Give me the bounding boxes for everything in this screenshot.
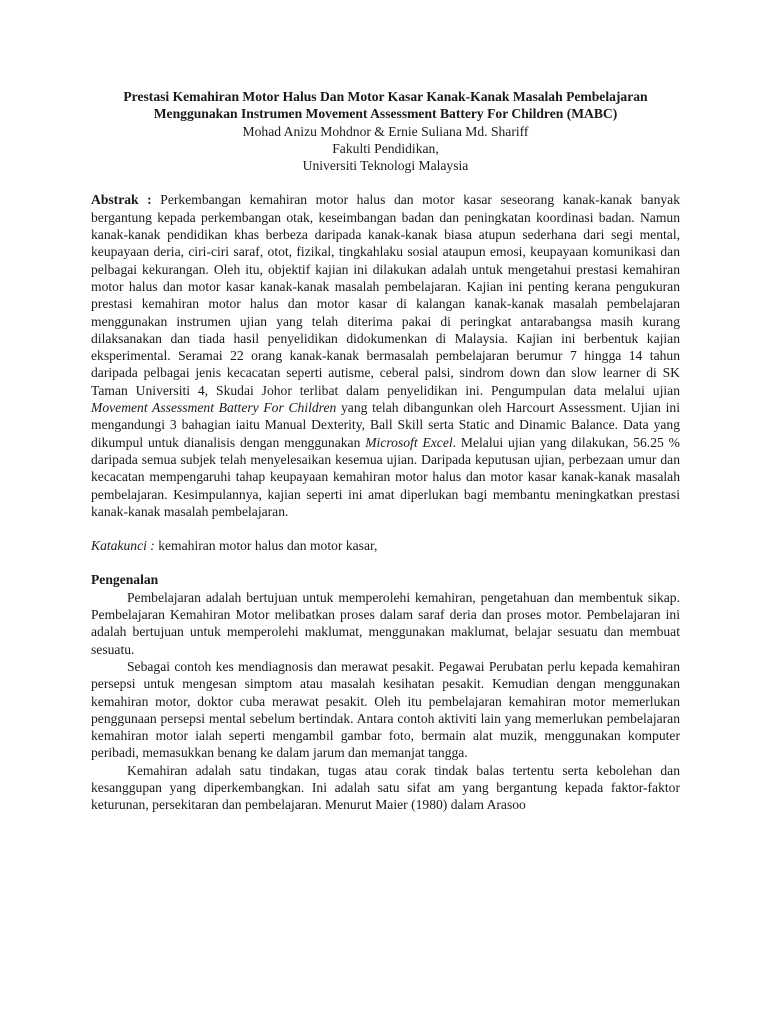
paper-faculty: Fakulti Pendidikan, <box>332 140 439 156</box>
title-block <box>91 88 680 174</box>
abstract-text-3: . Melalui ujian yang dilakukan, 56.25 % daripada semua subjek telah menyelesaikan kesemua ujian. Daripada keputusan ujian, perbezaan umur dan kecacatan mempengaruhi tahap keupayaan kemahiran motor halus dan motor kasar kanak-kanak masalah pembelajaran. Kesimpulannya, kajian seperti ini amat diperlukan bagi membantu meningkatkan prestasi kanak-kanak masalah pembelajaran. <box>91 434 680 519</box>
intro-paragraph-2: Sebagai contoh kes mendiagnosis dan merawat pesakit. Pegawai Perubatan perlu kepada kemahiran persepsi untuk mengesan simptom atau masalah kesihatan pesakit. Kemudian dengan menggunakan kemahiran motor, doktor cuba merawat pesakit. Oleh itu pembelajaran kemahiran motor memerlukan penggunaan persepsi mental sebelum bertindak. Antara contoh aktiviti lain yang memerlukan pembelajaran kemahiran motor ialah seperti mengambil gambar foto, bermain alat muzik, menggunakan komputer peribadi, memasukkan benang ke dalam jarum dan memanjat tangga. <box>91 658 680 761</box>
abstract-italic-2: Microsoft Excel <box>365 434 453 450</box>
abstract-label: Abstrak : <box>91 192 152 208</box>
abstract-text-2: yang telah dibangunkan oleh Harcourt Assessment. Ujian ini mengandungi 3 bahagian iaitu Manual Dexterity, Ball Skill serta Static and Dinamic Balance. Data yang dikumpul untuk dianalisis dengan menggunakan <box>91 400 680 450</box>
keywords-text: kemahiran motor halus dan motor kasar, <box>154 538 378 554</box>
section-heading-introduction: Pengenalan <box>91 572 159 588</box>
paper-authors: Mohad Anizu Mohdnor & Ernie Suliana Md. Shariff <box>242 123 529 139</box>
paper-university: Universiti Teknologi Malaysia <box>302 158 469 174</box>
abstract-paragraph <box>91 191 680 520</box>
keywords-line <box>91 537 680 554</box>
intro-paragraph-1: Pembelajaran adalah bertujuan untuk memperolehi kemahiran, pengetahuan dan membentuk sikap. Pembelajaran Kemahiran Motor melibatkan proses dalam saraf deria dan proses motor. Pembelajaran ini adalah bertujuan untuk memperolehi maklumat, menggunakan maklumat, belajar sesuatu dan membuat sesuatu. <box>91 589 680 657</box>
intro-paragraph-3: Kemahiran adalah satu tindakan, tugas atau corak tindak balas tertentu serta kebolehan dan kesanggupan yang diperkembangkan. Ini adalah satu sifat am yang bergantung kepada faktor-faktor keturunan, persekitaran dan pembelajaran. Menurut Maier (1980) dalam Arasoo <box>91 762 680 813</box>
paper-title-line-2: Menggunakan Instrumen Movement Assessment Battery For Children (MABC) <box>153 106 618 122</box>
paper-title-line-1: Prestasi Kemahiran Motor Halus Dan Motor Kasar Kanak-Kanak Masalah Pembelajaran <box>123 89 648 104</box>
abstract-text-1: Perkembangan kemahiran motor halus dan motor kasar seseorang kanak-kanak banyak bergantung kepada perkembangan otak, keseimbangan badan dan peningkatan koordinasi badan. Namun kanak-kanak pendidikan khas berbeza daripada kanak-kanak biasa atupun sederhana dari segi mental, keupayaan deria, ciri-ciri saraf, otot, fizikal, tingkahlaku sosial ataupun emosi, keupayaan komunikasi dan pelbagai kekurangan. Oleh itu, objektif kajian ini dilakukan adalah untuk mengetahui prestasi kemahiran motor halus dan motor kasar kanak-kanak masalah pembelajaran. Kajian ini penting kerana pengukuran prestasi kemahiran motor halus dan motor kasar di kalangan kanak-kanak masalah pembelajaran menggunakan instrumen ujian yang telah diterima pakai di peringkat antarabangsa masih kurang dilaksanakan dan tiada hasil penyelidikan didokumenkan di Malaysia. Kajian ini berbentuk kajian eksperimental. Seramai 22 orang kanak-kanak bermasalah pembelajaran berumur 7 hingga 14 tahun daripada pelbagai jenis kecacatan seperti autisme, ceberal palsi, sindrom down dan slow learner di SK Taman Universiti 4, Skudai Johor terlibat dalam penyelidikan ini. Pengumpulan data melalui ujian <box>91 192 680 398</box>
keywords-label: Katakunci : <box>91 538 155 554</box>
abstract-italic-1: Movement Assessment Battery For Children <box>91 400 337 416</box>
